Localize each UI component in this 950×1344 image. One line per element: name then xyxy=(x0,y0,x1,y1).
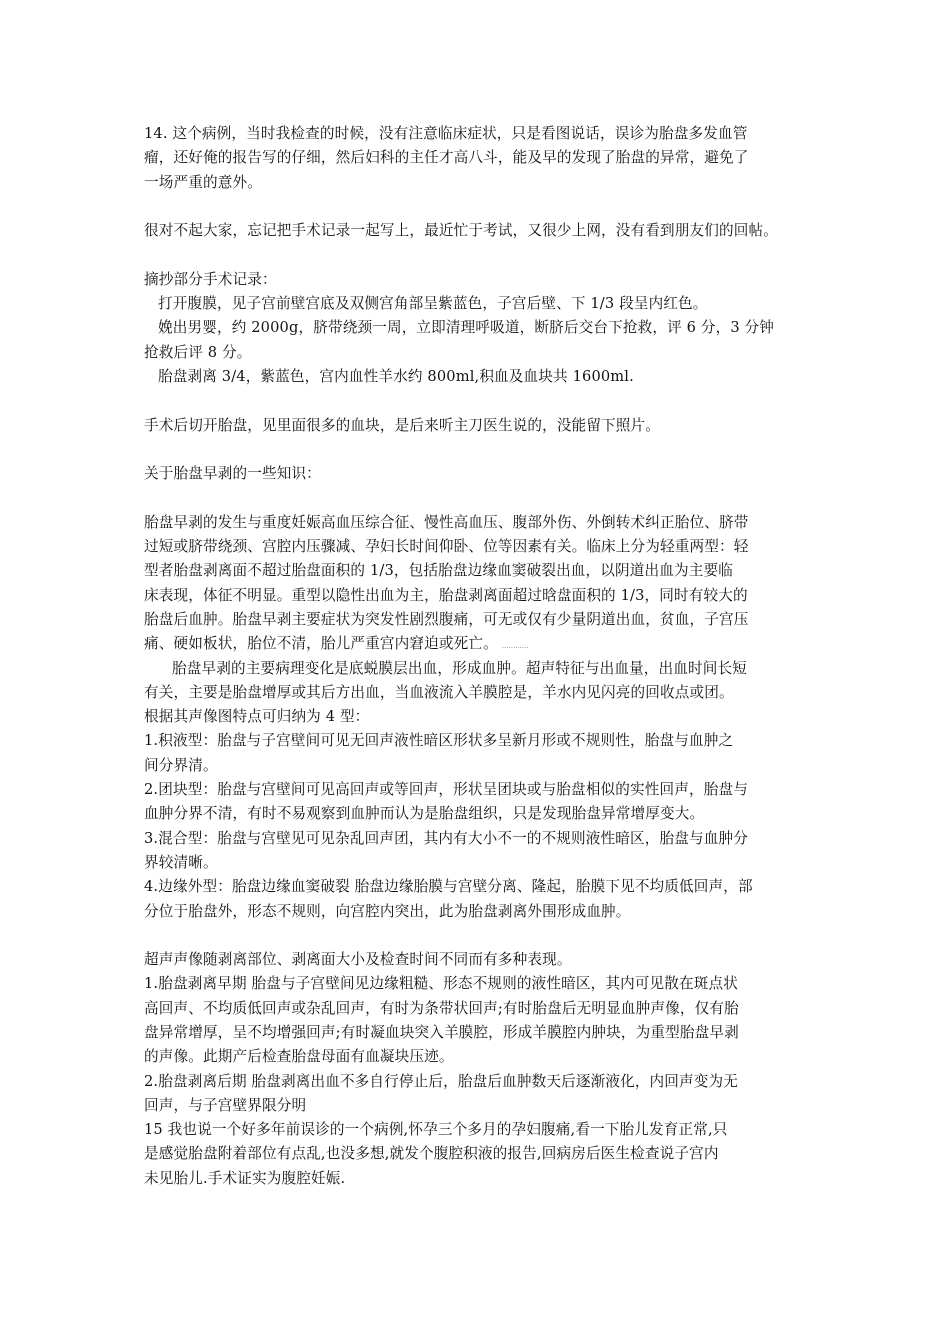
blank-line xyxy=(144,389,810,413)
blank-line xyxy=(144,924,810,948)
document-page xyxy=(144,122,810,1191)
text-line: 界较清晰。 xyxy=(144,853,218,871)
text-line: 关于胎盘早剥的一些知识： xyxy=(144,465,321,483)
text-line: 14. 这个病例，当时我检查的时候，没有注意临床症状，只是看图说话，误诊为胎盘多发血管 xyxy=(144,125,748,142)
text-line: 胎盘后血肿。胎盘早剥主要症状为突发性剧烈腹痛，可无或仅有少量阴道出血，贫血，子宫压 xyxy=(144,610,749,628)
text-line: 盘异常增厚，呈不均增强回声;有时凝血块突入羊膜腔，形成羊膜腔内肿块，为重型胎盘早剥 xyxy=(144,1023,739,1041)
text-line: 有关，主要是胎盘增厚或其后方出血，当血液流入羊膜腔是，羊水内见闪亮的回收点或团。 xyxy=(144,683,734,701)
text-line: 回声，与子宫壁界限分明 xyxy=(144,1096,307,1114)
text-line: 娩出男婴，约 2000g，脐带绕颈一周，立即清理呼吸道，断脐后交台下抢救，评 6 分，3 分钟 xyxy=(158,319,775,337)
text-line: 未见胎儿.手术证实为腹腔妊娠. xyxy=(144,1169,346,1187)
text-line: 是感觉胎盘附着部位有点乱,也没多想,就发个腹腔积液的报告,回病房后医生检查说子宫内 xyxy=(144,1145,719,1163)
text-line: 分位于胎盘外，形态不规则，向宫腔内突出，此为胎盘剥离外围形成血肿。 xyxy=(144,902,631,920)
text-line: 胎盘早剥的主要病理变化是底蜕膜层出血，形成血肿。超声特征与出血量，出血时间长短 xyxy=(172,659,748,677)
text-line: 3.混合型：胎盘与宫壁见可见杂乱回声团，其内有大小不一的不规则液性暗区，胎盘与血肿分 xyxy=(144,829,748,847)
text-line: 打开腹膜，见子宫前壁宫底及双侧宫角部呈紫蓝色，子宫后壁、下 1/3 段呈内红色。 xyxy=(158,295,708,313)
text-line: 2.胎盘剥离后期 胎盘剥离出血不多自行停止后，胎盘后血肿数天后逐渐液化，内回声变为无 xyxy=(144,1072,739,1090)
text-line: 根据其声像图特点可归纳为 4 型： xyxy=(144,708,370,726)
text-line: 的声像。此期产后检查胎盘母面有血凝块压迹。 xyxy=(144,1048,454,1066)
text-line: 床表现，体征不明显。重型以隐性出血为主，胎盘剥离面超过晗盘面积的 1/3，同时有较大的 xyxy=(144,586,748,604)
text-line: 间分界清。 xyxy=(144,756,218,774)
text-line: 2.团块型：胎盘与宫壁间可见高回声或等回声，形状呈团块或与胎盘相似的实性回声，胎盘与 xyxy=(144,781,748,799)
blank-line xyxy=(144,243,810,267)
text-line: 血肿分界不清，有时不易观察到血肿而认为是胎盘组织，只是发现胎盘异常增厚变大。 xyxy=(144,805,705,823)
text-line: 高回声、不均质低回声或杂乱回声，有时为条带状回声;有时胎盘后无明显血肿声像，仅有胎 xyxy=(144,999,739,1017)
text-line: 15 我也说一个好多年前误诊的一个病例,怀孕三个多月的孕妇腹痛,看一下胎儿发育正常,只 xyxy=(144,1121,728,1139)
text-line: 1.胎盘剥离早期 胎盘与子宫壁间见边缘粗糙、形态不规则的液性暗区，其内可见散在斑点状 xyxy=(144,975,739,993)
text-line: 痛、硬如板状，胎位不清，胎儿严重宫内窘迫或死亡。 xyxy=(144,635,498,653)
text-line: 超声声像随剥离部位、剥离面大小及检查时间不同而有多种表现。 xyxy=(144,951,572,969)
text-line: 过短或脐带绕颈、宫腔内压骤减、孕妇长时间仰卧、位等因素有关。临床上分为轻重两型：轻 xyxy=(144,538,749,556)
text-line: 瘤，还好俺的报告写的仔细，然后妇科的主任才高八斗，能及早的发现了胎盘的异常，避免了 xyxy=(144,149,749,167)
trailing-dots-mark: ............ xyxy=(501,642,529,651)
text-line: 胎盘早剥的发生与重度妊娠高血压综合征、慢性高血压、腹部外伤、外倒转术纠正胎位、脐带 xyxy=(144,513,749,531)
text-line: 摘抄部分手术记录： xyxy=(144,270,277,288)
text-line: 抢救后评 8 分。 xyxy=(144,343,252,361)
blank-line xyxy=(144,438,810,462)
text-line: 很对不起大家，忘记把手术记录一起写上，最近忙于考试，又很少上网，没有看到朋友们的回帖。 xyxy=(144,222,778,240)
text-line: 一场严重的意外。 xyxy=(144,173,262,191)
blank-line xyxy=(144,486,810,510)
text-line-with-mark xyxy=(144,632,810,656)
text-line: 4.边缘外型：胎盘边缘血窦破裂 胎盘边缘胎膜与宫壁分离、隆起，胎膜下见不均质低回声，部 xyxy=(144,878,753,896)
text-line: 胎盘剥离 3/4，紫蓝色，宫内血性羊水约 800ml,积血及血块共 1600ml. xyxy=(158,367,634,385)
text-line: 型者胎盘剥离面不超过胎盘面积的 1/3，包括胎盘边缘血窦破裂出血，以阴道出血为主要临 xyxy=(144,562,733,580)
blank-line xyxy=(144,195,810,219)
text-line: 手术后切开胎盘，见里面很多的血块，是后来听主刀医生说的，没能留下照片。 xyxy=(144,416,661,434)
text-line: 1.积液型：胎盘与子宫壁间可见无回声液性暗区形状多呈新月形或不规则性，胎盘与血肿之 xyxy=(144,732,734,750)
